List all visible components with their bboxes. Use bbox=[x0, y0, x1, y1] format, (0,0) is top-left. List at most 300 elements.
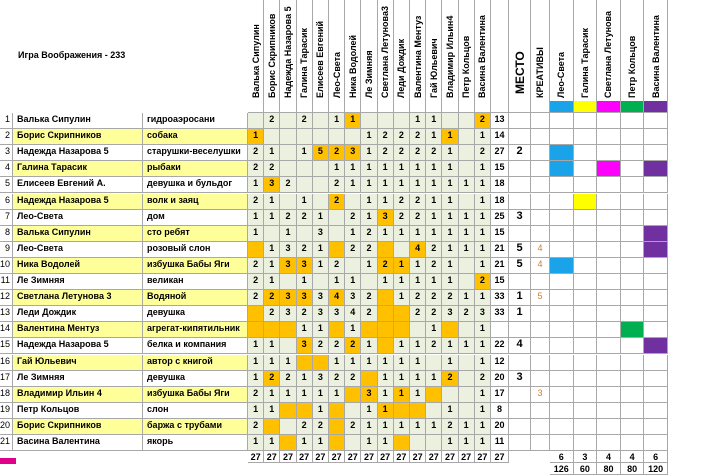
score-cell[interactable]: 2 bbox=[426, 145, 442, 161]
score-cell[interactable]: 3 bbox=[329, 306, 345, 322]
score-cell[interactable]: 1 bbox=[475, 403, 491, 419]
score-cell[interactable]: 1 bbox=[361, 435, 377, 451]
score-cell[interactable]: 3 bbox=[442, 306, 458, 322]
score-cell[interactable]: 3 bbox=[361, 387, 377, 403]
score-cell[interactable] bbox=[248, 242, 264, 258]
score-cell[interactable]: 1 bbox=[378, 435, 394, 451]
score-cell[interactable]: 2 bbox=[329, 145, 345, 161]
row-title[interactable]: старушки-веселушки bbox=[143, 145, 248, 161]
score-cell[interactable]: 2 bbox=[378, 258, 394, 274]
score-cell[interactable]: 1 bbox=[410, 161, 426, 177]
score-cell[interactable]: 1 bbox=[361, 210, 377, 226]
score-cell[interactable]: 1 bbox=[459, 435, 475, 451]
score-cell[interactable]: 1 bbox=[475, 194, 491, 210]
score-cell[interactable]: 1 bbox=[313, 258, 329, 274]
score-cell[interactable]: 1 bbox=[394, 338, 410, 354]
score-cell[interactable] bbox=[378, 290, 394, 306]
row-title[interactable]: агрегат-кипятильник bbox=[143, 322, 248, 338]
score-cell[interactable] bbox=[459, 322, 475, 338]
row-title[interactable]: девушка и бульдог bbox=[143, 177, 248, 193]
score-cell[interactable]: 1 bbox=[410, 419, 426, 435]
score-cell[interactable]: 1 bbox=[426, 322, 442, 338]
row-author[interactable]: Валентина Ментуз bbox=[13, 322, 143, 338]
score-cell[interactable]: 2 bbox=[297, 113, 313, 129]
row-title[interactable]: слон bbox=[143, 403, 248, 419]
score-cell[interactable]: 1 bbox=[248, 177, 264, 193]
score-cell[interactable]: 1 bbox=[410, 177, 426, 193]
score-cell[interactable]: 2 bbox=[394, 194, 410, 210]
score-cell[interactable]: 1 bbox=[361, 355, 377, 371]
score-cell[interactable] bbox=[313, 355, 329, 371]
score-cell[interactable]: 1 bbox=[394, 177, 410, 193]
row-author[interactable]: Лео-Света bbox=[13, 242, 143, 258]
score-cell[interactable]: 2 bbox=[248, 274, 264, 290]
score-cell[interactable] bbox=[313, 194, 329, 210]
score-cell[interactable]: 1 bbox=[264, 194, 280, 210]
score-cell[interactable]: 1 bbox=[442, 274, 458, 290]
score-cell[interactable]: 3 bbox=[264, 177, 280, 193]
score-cell[interactable] bbox=[313, 161, 329, 177]
score-cell[interactable]: 1 bbox=[378, 403, 394, 419]
score-cell[interactable]: 1 bbox=[313, 210, 329, 226]
score-cell[interactable] bbox=[280, 403, 296, 419]
score-cell[interactable]: 1 bbox=[426, 210, 442, 226]
score-cell[interactable]: 2 bbox=[297, 210, 313, 226]
score-cell[interactable]: 1 bbox=[442, 210, 458, 226]
score-cell[interactable]: 1 bbox=[264, 338, 280, 354]
score-cell[interactable]: 1 bbox=[475, 419, 491, 435]
row-title[interactable]: Водяной bbox=[143, 290, 248, 306]
score-cell[interactable]: 1 bbox=[459, 242, 475, 258]
score-cell[interactable]: 2 bbox=[248, 419, 264, 435]
score-cell[interactable]: 2 bbox=[248, 145, 264, 161]
row-title[interactable]: волк и заяц bbox=[143, 194, 248, 210]
score-cell[interactable]: 1 bbox=[329, 113, 345, 129]
score-cell[interactable]: 1 bbox=[442, 194, 458, 210]
score-cell[interactable]: 2 bbox=[297, 419, 313, 435]
score-cell[interactable] bbox=[459, 161, 475, 177]
score-cell[interactable]: 1 bbox=[264, 403, 280, 419]
score-cell[interactable] bbox=[459, 371, 475, 387]
score-cell[interactable]: 1 bbox=[264, 242, 280, 258]
score-cell[interactable] bbox=[345, 129, 361, 145]
score-cell[interactable]: 2 bbox=[442, 290, 458, 306]
score-cell[interactable]: 2 bbox=[280, 210, 296, 226]
score-cell[interactable]: 1 bbox=[378, 226, 394, 242]
score-cell[interactable]: 3 bbox=[280, 290, 296, 306]
score-cell[interactable]: 2 bbox=[280, 177, 296, 193]
score-cell[interactable]: 1 bbox=[264, 145, 280, 161]
score-cell[interactable]: 2 bbox=[410, 306, 426, 322]
row-title[interactable]: дом bbox=[143, 210, 248, 226]
score-cell[interactable]: 1 bbox=[426, 129, 442, 145]
score-cell[interactable]: 1 bbox=[345, 322, 361, 338]
score-cell[interactable]: 1 bbox=[394, 355, 410, 371]
score-cell[interactable]: 1 bbox=[248, 403, 264, 419]
score-cell[interactable]: 2 bbox=[248, 161, 264, 177]
score-cell[interactable]: 1 bbox=[426, 371, 442, 387]
row-title[interactable]: автор с книгой bbox=[143, 355, 248, 371]
score-cell[interactable]: 1 bbox=[475, 226, 491, 242]
score-cell[interactable]: 1 bbox=[410, 355, 426, 371]
score-cell[interactable]: 1 bbox=[442, 435, 458, 451]
score-cell[interactable]: 3 bbox=[280, 306, 296, 322]
row-title[interactable]: собака bbox=[143, 129, 248, 145]
score-cell[interactable] bbox=[361, 371, 377, 387]
score-cell[interactable]: 1 bbox=[378, 355, 394, 371]
score-cell[interactable]: 1 bbox=[459, 177, 475, 193]
score-cell[interactable] bbox=[426, 355, 442, 371]
score-cell[interactable]: 3 bbox=[378, 210, 394, 226]
score-cell[interactable]: 1 bbox=[361, 338, 377, 354]
score-cell[interactable] bbox=[297, 355, 313, 371]
row-author[interactable]: Надежда Назарова 5 bbox=[13, 338, 143, 354]
score-cell[interactable]: 1 bbox=[361, 129, 377, 145]
score-cell[interactable]: 3 bbox=[280, 258, 296, 274]
score-cell[interactable]: 1 bbox=[394, 371, 410, 387]
score-cell[interactable]: 1 bbox=[297, 322, 313, 338]
score-cell[interactable]: 1 bbox=[297, 435, 313, 451]
score-cell[interactable] bbox=[459, 258, 475, 274]
score-cell[interactable]: 1 bbox=[410, 274, 426, 290]
score-cell[interactable]: 1 bbox=[426, 226, 442, 242]
row-title[interactable]: девушка bbox=[143, 306, 248, 322]
row-title[interactable]: якорь bbox=[143, 435, 248, 451]
score-cell[interactable]: 1 bbox=[378, 274, 394, 290]
score-cell[interactable]: 1 bbox=[475, 387, 491, 403]
score-cell[interactable]: 1 bbox=[280, 226, 296, 242]
score-cell[interactable] bbox=[248, 113, 264, 129]
score-cell[interactable]: 1 bbox=[394, 274, 410, 290]
score-cell[interactable] bbox=[361, 274, 377, 290]
score-cell[interactable] bbox=[280, 435, 296, 451]
score-cell[interactable]: 1 bbox=[378, 194, 394, 210]
score-cell[interactable] bbox=[264, 226, 280, 242]
score-cell[interactable] bbox=[459, 387, 475, 403]
score-cell[interactable]: 1 bbox=[297, 371, 313, 387]
score-cell[interactable]: 1 bbox=[459, 290, 475, 306]
score-cell[interactable] bbox=[345, 194, 361, 210]
score-cell[interactable]: 1 bbox=[442, 355, 458, 371]
score-cell[interactable]: 1 bbox=[410, 258, 426, 274]
score-cell[interactable] bbox=[426, 435, 442, 451]
row-author[interactable]: Надежда Назарова 5 bbox=[13, 194, 143, 210]
score-cell[interactable]: 2 bbox=[297, 306, 313, 322]
score-cell[interactable]: 1 bbox=[361, 145, 377, 161]
row-author[interactable]: Петр Кольцов bbox=[13, 403, 143, 419]
score-cell[interactable]: 1 bbox=[378, 387, 394, 403]
score-cell[interactable]: 1 bbox=[280, 355, 296, 371]
score-cell[interactable]: 2 bbox=[264, 113, 280, 129]
score-cell[interactable]: 4 bbox=[410, 242, 426, 258]
score-cell[interactable] bbox=[345, 435, 361, 451]
score-cell[interactable]: 2 bbox=[361, 290, 377, 306]
row-author[interactable]: Гай Юльевич bbox=[13, 355, 143, 371]
score-cell[interactable]: 1 bbox=[313, 403, 329, 419]
score-cell[interactable]: 1 bbox=[475, 338, 491, 354]
score-cell[interactable]: 1 bbox=[410, 226, 426, 242]
score-cell[interactable]: 1 bbox=[313, 322, 329, 338]
score-cell[interactable]: 1 bbox=[426, 161, 442, 177]
score-cell[interactable]: 2 bbox=[378, 129, 394, 145]
score-cell[interactable] bbox=[345, 403, 361, 419]
score-cell[interactable] bbox=[378, 113, 394, 129]
score-cell[interactable] bbox=[313, 129, 329, 145]
score-cell[interactable] bbox=[459, 274, 475, 290]
score-cell[interactable]: 1 bbox=[264, 274, 280, 290]
score-cell[interactable]: 1 bbox=[248, 226, 264, 242]
score-cell[interactable] bbox=[329, 322, 345, 338]
score-cell[interactable] bbox=[329, 226, 345, 242]
score-cell[interactable]: 1 bbox=[426, 194, 442, 210]
score-cell[interactable]: 1 bbox=[313, 387, 329, 403]
score-cell[interactable]: 2 bbox=[442, 371, 458, 387]
score-cell[interactable]: 1 bbox=[361, 403, 377, 419]
score-cell[interactable]: 1 bbox=[297, 274, 313, 290]
score-cell[interactable]: 1 bbox=[475, 161, 491, 177]
score-cell[interactable]: 1 bbox=[345, 226, 361, 242]
score-cell[interactable]: 2 bbox=[345, 338, 361, 354]
score-cell[interactable]: 1 bbox=[426, 177, 442, 193]
score-cell[interactable]: 2 bbox=[345, 371, 361, 387]
score-cell[interactable]: 1 bbox=[329, 387, 345, 403]
score-cell[interactable]: 1 bbox=[361, 194, 377, 210]
score-cell[interactable] bbox=[313, 113, 329, 129]
score-cell[interactable]: 1 bbox=[313, 242, 329, 258]
score-cell[interactable]: 2 bbox=[475, 145, 491, 161]
score-cell[interactable]: 1 bbox=[248, 435, 264, 451]
score-cell[interactable] bbox=[264, 419, 280, 435]
score-cell[interactable] bbox=[280, 194, 296, 210]
score-cell[interactable]: 2 bbox=[313, 338, 329, 354]
score-cell[interactable]: 1 bbox=[264, 258, 280, 274]
score-cell[interactable]: 2 bbox=[248, 290, 264, 306]
score-cell[interactable] bbox=[329, 242, 345, 258]
score-cell[interactable]: 1 bbox=[361, 419, 377, 435]
score-cell[interactable]: 1 bbox=[264, 387, 280, 403]
row-author[interactable]: Владимир Ильин 4 bbox=[13, 387, 143, 403]
score-cell[interactable]: 1 bbox=[442, 242, 458, 258]
score-cell[interactable]: 4 bbox=[345, 306, 361, 322]
score-cell[interactable]: 2 bbox=[475, 113, 491, 129]
score-cell[interactable]: 1 bbox=[264, 355, 280, 371]
row-author[interactable]: Ле Зимняя bbox=[13, 371, 143, 387]
score-cell[interactable] bbox=[345, 258, 361, 274]
score-cell[interactable]: 1 bbox=[378, 371, 394, 387]
row-author[interactable]: Светлана Летунова 3 bbox=[13, 290, 143, 306]
score-cell[interactable]: 2 bbox=[361, 226, 377, 242]
score-cell[interactable] bbox=[280, 338, 296, 354]
score-cell[interactable]: 1 bbox=[394, 258, 410, 274]
score-cell[interactable] bbox=[394, 242, 410, 258]
score-cell[interactable]: 1 bbox=[426, 419, 442, 435]
score-cell[interactable]: 1 bbox=[394, 419, 410, 435]
score-cell[interactable]: 1 bbox=[410, 113, 426, 129]
row-title[interactable]: баржа с трубами bbox=[143, 419, 248, 435]
score-cell[interactable]: 3 bbox=[313, 226, 329, 242]
score-cell[interactable] bbox=[329, 435, 345, 451]
score-cell[interactable] bbox=[329, 210, 345, 226]
score-cell[interactable]: 1 bbox=[475, 355, 491, 371]
score-cell[interactable]: 2 bbox=[459, 306, 475, 322]
score-cell[interactable]: 1 bbox=[459, 419, 475, 435]
row-title[interactable]: белка и компания bbox=[143, 338, 248, 354]
score-cell[interactable]: 3 bbox=[297, 290, 313, 306]
score-cell[interactable] bbox=[394, 322, 410, 338]
score-cell[interactable] bbox=[394, 306, 410, 322]
score-cell[interactable]: 1 bbox=[361, 177, 377, 193]
score-cell[interactable]: 2 bbox=[248, 194, 264, 210]
score-cell[interactable]: 1 bbox=[475, 210, 491, 226]
score-cell[interactable]: 1 bbox=[297, 194, 313, 210]
score-cell[interactable]: 2 bbox=[426, 290, 442, 306]
score-cell[interactable]: 1 bbox=[475, 435, 491, 451]
score-cell[interactable]: 4 bbox=[329, 290, 345, 306]
score-cell[interactable]: 1 bbox=[475, 242, 491, 258]
score-cell[interactable]: 1 bbox=[361, 161, 377, 177]
score-cell[interactable]: 1 bbox=[264, 435, 280, 451]
score-cell[interactable]: 3 bbox=[297, 258, 313, 274]
score-cell[interactable]: 1 bbox=[345, 177, 361, 193]
row-author[interactable]: Ника Водолей bbox=[13, 258, 143, 274]
score-cell[interactable]: 3 bbox=[345, 145, 361, 161]
score-cell[interactable]: 1 bbox=[345, 274, 361, 290]
score-cell[interactable] bbox=[410, 403, 426, 419]
score-cell[interactable]: 1 bbox=[248, 355, 264, 371]
row-author[interactable]: Леди Дождик bbox=[13, 306, 143, 322]
score-cell[interactable]: 1 bbox=[442, 226, 458, 242]
score-cell[interactable]: 2 bbox=[264, 371, 280, 387]
score-cell[interactable] bbox=[345, 387, 361, 403]
score-cell[interactable]: 3 bbox=[313, 371, 329, 387]
score-cell[interactable]: 1 bbox=[378, 177, 394, 193]
score-cell[interactable] bbox=[297, 177, 313, 193]
score-cell[interactable]: 2 bbox=[361, 306, 377, 322]
score-cell[interactable]: 1 bbox=[313, 435, 329, 451]
score-cell[interactable]: 1 bbox=[248, 129, 264, 145]
score-cell[interactable] bbox=[329, 403, 345, 419]
score-cell[interactable] bbox=[297, 226, 313, 242]
score-cell[interactable] bbox=[280, 161, 296, 177]
score-cell[interactable] bbox=[280, 113, 296, 129]
score-cell[interactable] bbox=[313, 274, 329, 290]
score-cell[interactable]: 1 bbox=[329, 355, 345, 371]
score-cell[interactable] bbox=[442, 113, 458, 129]
score-cell[interactable]: 1 bbox=[394, 226, 410, 242]
score-cell[interactable] bbox=[459, 403, 475, 419]
score-cell[interactable]: 5 bbox=[313, 145, 329, 161]
score-cell[interactable] bbox=[248, 306, 264, 322]
score-cell[interactable]: 1 bbox=[442, 177, 458, 193]
score-cell[interactable]: 2 bbox=[329, 194, 345, 210]
row-author[interactable]: Валька Сипулин bbox=[13, 226, 143, 242]
score-cell[interactable]: 2 bbox=[410, 129, 426, 145]
score-cell[interactable]: 1 bbox=[442, 258, 458, 274]
score-cell[interactable]: 1 bbox=[426, 274, 442, 290]
row-title[interactable]: избушка Бабы Яги bbox=[143, 387, 248, 403]
score-cell[interactable] bbox=[459, 194, 475, 210]
row-author[interactable]: Лео-Света bbox=[13, 210, 143, 226]
score-cell[interactable]: 2 bbox=[264, 290, 280, 306]
score-cell[interactable]: 3 bbox=[280, 242, 296, 258]
score-cell[interactable]: 1 bbox=[361, 258, 377, 274]
score-cell[interactable]: 2 bbox=[410, 210, 426, 226]
score-cell[interactable]: 1 bbox=[378, 419, 394, 435]
score-cell[interactable] bbox=[459, 129, 475, 145]
score-cell[interactable]: 1 bbox=[394, 161, 410, 177]
score-cell[interactable]: 1 bbox=[394, 290, 410, 306]
score-cell[interactable] bbox=[459, 113, 475, 129]
score-cell[interactable]: 1 bbox=[426, 113, 442, 129]
score-cell[interactable]: 2 bbox=[280, 371, 296, 387]
score-cell[interactable]: 1 bbox=[410, 338, 426, 354]
score-cell[interactable]: 1 bbox=[475, 322, 491, 338]
score-cell[interactable] bbox=[378, 306, 394, 322]
score-cell[interactable]: 1 bbox=[329, 274, 345, 290]
score-cell[interactable] bbox=[297, 129, 313, 145]
row-title[interactable]: рыбаки bbox=[143, 161, 248, 177]
score-cell[interactable]: 2 bbox=[410, 145, 426, 161]
score-cell[interactable] bbox=[426, 403, 442, 419]
score-cell[interactable]: 1 bbox=[475, 290, 491, 306]
score-cell[interactable] bbox=[264, 129, 280, 145]
score-cell[interactable] bbox=[280, 129, 296, 145]
score-cell[interactable] bbox=[410, 322, 426, 338]
score-cell[interactable]: 2 bbox=[297, 242, 313, 258]
score-cell[interactable]: 2 bbox=[394, 145, 410, 161]
score-cell[interactable]: 1 bbox=[442, 161, 458, 177]
score-cell[interactable]: 3 bbox=[297, 338, 313, 354]
score-cell[interactable]: 2 bbox=[329, 371, 345, 387]
score-cell[interactable]: 2 bbox=[248, 387, 264, 403]
score-cell[interactable]: 2 bbox=[475, 371, 491, 387]
row-author[interactable]: Елисеев Евгений А. bbox=[13, 177, 143, 193]
row-author[interactable]: Галина Тарасик bbox=[13, 161, 143, 177]
score-cell[interactable] bbox=[394, 403, 410, 419]
score-cell[interactable]: 2 bbox=[345, 210, 361, 226]
score-cell[interactable]: 2 bbox=[329, 177, 345, 193]
score-cell[interactable]: 1 bbox=[329, 161, 345, 177]
score-cell[interactable]: 2 bbox=[410, 194, 426, 210]
score-cell[interactable]: 1 bbox=[459, 226, 475, 242]
row-title[interactable]: розовый слон bbox=[143, 242, 248, 258]
score-cell[interactable]: 1 bbox=[442, 145, 458, 161]
score-cell[interactable]: 3 bbox=[313, 290, 329, 306]
score-cell[interactable] bbox=[329, 129, 345, 145]
score-cell[interactable]: 2 bbox=[378, 145, 394, 161]
score-cell[interactable]: 2 bbox=[410, 290, 426, 306]
score-cell[interactable]: 2 bbox=[426, 258, 442, 274]
score-cell[interactable]: 2 bbox=[329, 258, 345, 274]
score-cell[interactable]: 1 bbox=[345, 355, 361, 371]
score-cell[interactable]: 1 bbox=[345, 113, 361, 129]
score-cell[interactable] bbox=[459, 355, 475, 371]
score-cell[interactable]: 2 bbox=[394, 210, 410, 226]
score-cell[interactable]: 2 bbox=[345, 242, 361, 258]
score-cell[interactable] bbox=[280, 322, 296, 338]
score-cell[interactable] bbox=[442, 322, 458, 338]
score-cell[interactable] bbox=[297, 161, 313, 177]
score-cell[interactable]: 1 bbox=[442, 338, 458, 354]
score-cell[interactable]: 1 bbox=[264, 210, 280, 226]
score-cell[interactable]: 3 bbox=[475, 306, 491, 322]
score-cell[interactable]: 2 bbox=[426, 338, 442, 354]
score-cell[interactable] bbox=[378, 242, 394, 258]
row-author[interactable]: Васина Валентина bbox=[13, 435, 143, 451]
score-cell[interactable] bbox=[361, 322, 377, 338]
row-title[interactable]: гидроаэросани bbox=[143, 113, 248, 129]
score-cell[interactable] bbox=[280, 274, 296, 290]
